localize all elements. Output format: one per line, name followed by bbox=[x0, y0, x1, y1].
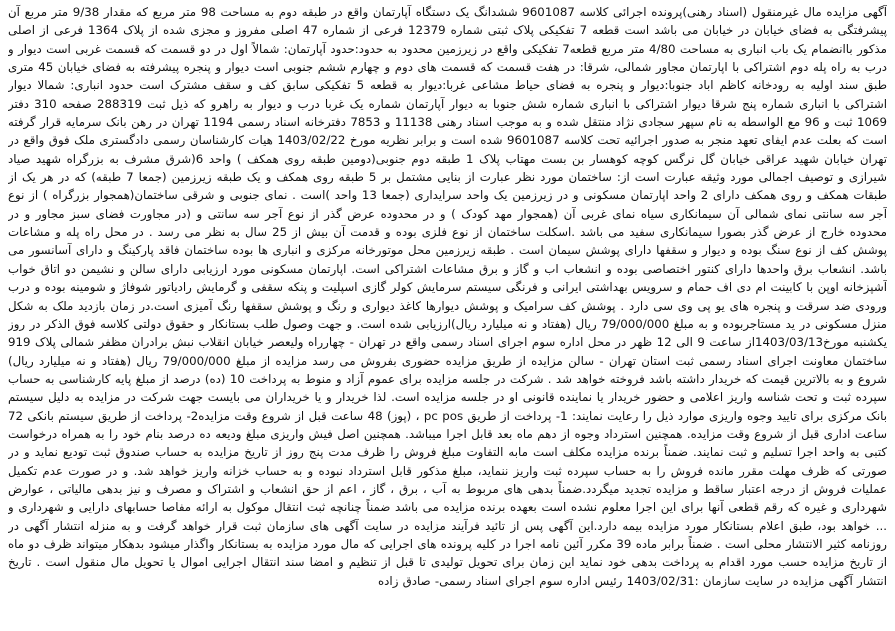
notice-body-text: آگهی مزایده مال غیرمنقول (اسناد رهنی)پرونده اجرائی کلاسه 9601087 ششدانگ یک دستگاه آپارتمان واقع در طبقه دوم به مساحت 98 متر مربع که مقدار 9/38 متر مربع آن پیشرفتگی به فضای خیابان در خیابان می باشد است قطعه 7 تفکیکی پلاک ثبتی شماره 12379 فرعی از شماره 47 اصلی مفروز و مجزی شده از پلاک 1364 فرعی از اصلی مذکور باانضمام یک باب انباری به مساحت 4/80 متر مربع قطعه7 تفکیکی واقع در زیرزمین محدود به حدود:حدود آپارتمان: شمالاً اول در دو قسمت که قسمت غربی است دیوار و درب به راه پله دوم اشتراکی با اپارتمان مجاور شمالی، شرقا: در هفت قسمت که قسمت های دوم و چهارم ششم جنوبی است دیوار و پنجره پیشرفته به فضای خیابان 45 متری طبق سند اولیه به رودخانه کاظم اباد جنوبا:دیوار و پنجره به فضای حیاط مشاعی غربا:دیوار به قطعه 5 تفکیکی سابق کف و سقف مشترک است حدود انباری: شمالا دیوار اشتراکی با انباری شماره پنج شرقا دیوار اشتراکی با انباری شماره شش جنوبا به دیوار آپارتمان شماره یک غربا درب و دیوار به راهرو که ذیل ثبت 288319 صفحه 310 دفتر 1069 ثبت و 96 مع الواسطه به نام سپهر سجادی نژاد منتقل شده و به موجب اسناد رهنی 11138 و 7853 دفترخانه اسناد رسمی 1194 تهران در رهن بانک سرمایه قرار گرفته است که بعلت عدم ایفای تعهد منجر به صدور اجرائیه تحت کلاسه 9601087 شده است و برابر نظریه مورخ 1403/02/22 هیات کارشناسان رسمی دادگستری ملک فوق واقع در تهران خیابان شهید عراقی خیابان گل نرگس کوچه کوهسار بن بست مهتاب پلاک 1 طبقه دوم جنوبی(دومین طبقه روی همکف ) واحد 6(شرق مشرف به بزرگراه شهید صیاد شیرازی و توصیف اجمالی مورد وثیقه عبارت است از: ساختمان مورد نظر عبارت از بنایی مشتمل بر 5 طبقه روی همکف و یک طبقه زیرزمین (جمعا 7 طبقه) که در هر یک از طبقات همکف و روی همکف دارای 2 واحد اپارتمان مسکونی و در زیرزمین یک واحد سرایداری (جمعا 13 واحد )است . نمای جنوبی و شرقی ساختمان(همجوار بزرگراه ) از نوع آجر سه سانتی نمای شمالی آن سیمانکاری سیاه نمای غربی آن (همجوار مهد کودک ) و در محدوده عرض گذر از نوع آجر سه سانتی و (در مجاورت فضای سبز مجاور و در محدوده خارج از عرض گذر بصورا سیمانکاری سفید می باشد .اسکلت ساختمان از نوع فلزی بوده و قدمت آن بیش از 25 سال به نظر می رسد . در محل راه پله و مشاعات پوشش کف از نوع سنگ بوده و دیوار و سقفها دارای پوشش سیمان است . طبقه زیرزمین محل موتورخانه مرکزی و انباری ها بوده ساختمان فاقد پارکینگ و دارای آسانسور می باشد. انشعاب برق واحدها دارای کنتور اختصاصی بوده و انشعاب اب و گاز و برق مشاعات اشتراکی است. اپارتمان مسکونی مورد ارزیابی دارای سالن و نشیمن دو اتاق خواب آشپزخانه اوپن با کابینت ام دی اف حمام و سرویس بهداشتی ایرانی و فرنگی سیستم سرمایش کولر گازی اسپلیت و پنکه سقفی و گرمایش رادیاتور شوفاژ و شومینه بوده و درب ورودی ضد سرقت و پنجره های یو پی وی سی دارد . پوشش کف سرامیک و پوشش دیوارها کاغذ دیواری و رنگ و پوشش سقفها رنگ آمیزی است.در زمان بازدید ملک به شکل منزل مسکونی در ید مستاجربوده و به مبلغ 79/000/000 ریال (هفتاد و نه میلیارد ریال)ارزیابی شده است. و جهت وصول طلب بستانکار و حقوق دولتی کلاسه فوق الذکر در روز یکشنبه مورخ1403/03/13از ساعت 9 الی 12 ظهر در محل اداره سوم اجرای اسناد رسمی واقع در تهران - چهارراه ولیعصر خیابان انقلاب نبش برادران مظفر شمالی پلاک 919 ساختمان معاونت اجرای اسناد رسمی ثبت استان تهران - سالن مزایده از طریق مزایده حضوری بفروش می رسد مزایده از مبلغ 79/000/000 ریال (هفتاد و نه میلیارد ریال) شروع و به بالاترین قیمت که خریدار داشته باشد فروخته خواهد شد . شرکت در جلسه مزایده برای عموم آزاد و منوط به پرداخت 10 (ده) درصد از مبلغ پایه کارشناسی به حساب سپرده ثبت و تحت شناسه واریز اعلامی و حضور خریدار یا نماینده قانونی او در جلسه مزایده است. لذا خریدار و یا خریداران می بایست جهت شرکت در مزایده به دلیل سیستم بانک مرکزی برای تایید وجوه واریزی موارد ذیل را رعایت نمایند: 1- پرداخت از طریق pc pos ، (پوز) 48 ساعت قبل از شروع وقت مزایده2- پرداخت از طریق سیستم بانکی 72 ساعت اداری قبل از شروع وقت مزایده. همچنین استرداد وجوه از دهم ماه بعد قابل اجرا میباشد. همچنین اصل فیش واریزی مبلغ ودیعه ده درصد بنام خود را به همراه درخواست کتبی به واحد اجرا تسلیم و ثبت نمایند. ضمناً برنده مزایده مکلف است مابه التفاوت مبلغ فروش را ظرف مدت پنج روز از تاریخ مزایده به حساب صندوق ثبت تودیع نماید و در صورتی که ظرف مهلت مقرر مانده فروش را به حساب سپرده ثبت واریز ننماید، مبلغ مذکور قابل استرداد نبوده و به حساب خزانه واریز خواهد شد. و در صورت عدم تکمیل عملیات فروش از درجه اعتبار ساقط و مزایده تجدید میگردد.ضمناً بدهی های مربوط به آب ، برق ، گاز ، اعم از حق انشعاب و اشتراک و مصرف و نیز بدهی مالیاتی ، عوارض شهرداری و غیره که رقم قطعی آنها برای این اجرا معلوم نشده است بعهده برنده مزایده می باشد ضمناً چنانچه ثبت انتقال موکول به ارائه مفاصا حسابهای دارایی و شهرداری و ... خواهد بود، طبق اعلام بستانکار مورد مزایده بیمه دارد.این آگهی پس از تائید فرآیند مزایده در سایت آگهی های سازمان ثبت قرار خواهد گرفت و به منزله انتشار آگهی در روزنامه کثیر الانتشار محلی است . ضمناً برابر ماده 39 مکرر آئین نامه اجرا در کلیه پرونده های اجرایی که مال مورد مزایده به بستانکار واگذار میشود بدهکار میتواند ظرف دو ماه از تاریخ مزایده حسب مورد اقدام به پرداخت بدهی خود نماید این زمان برای تحویل تولیدی تا قبل از تنظیم و امضا سند انتقال اجرایی اموال یا تحویل مال منقول است . تاریخ انتشار آگهی مزایده در سایت سازمان :1403/02/31 رئیس اداره سوم اجرای اسناد رسمی- صادق زاده bbox=[8, 5, 887, 588]
auction-notice bbox=[8, 3, 887, 629]
